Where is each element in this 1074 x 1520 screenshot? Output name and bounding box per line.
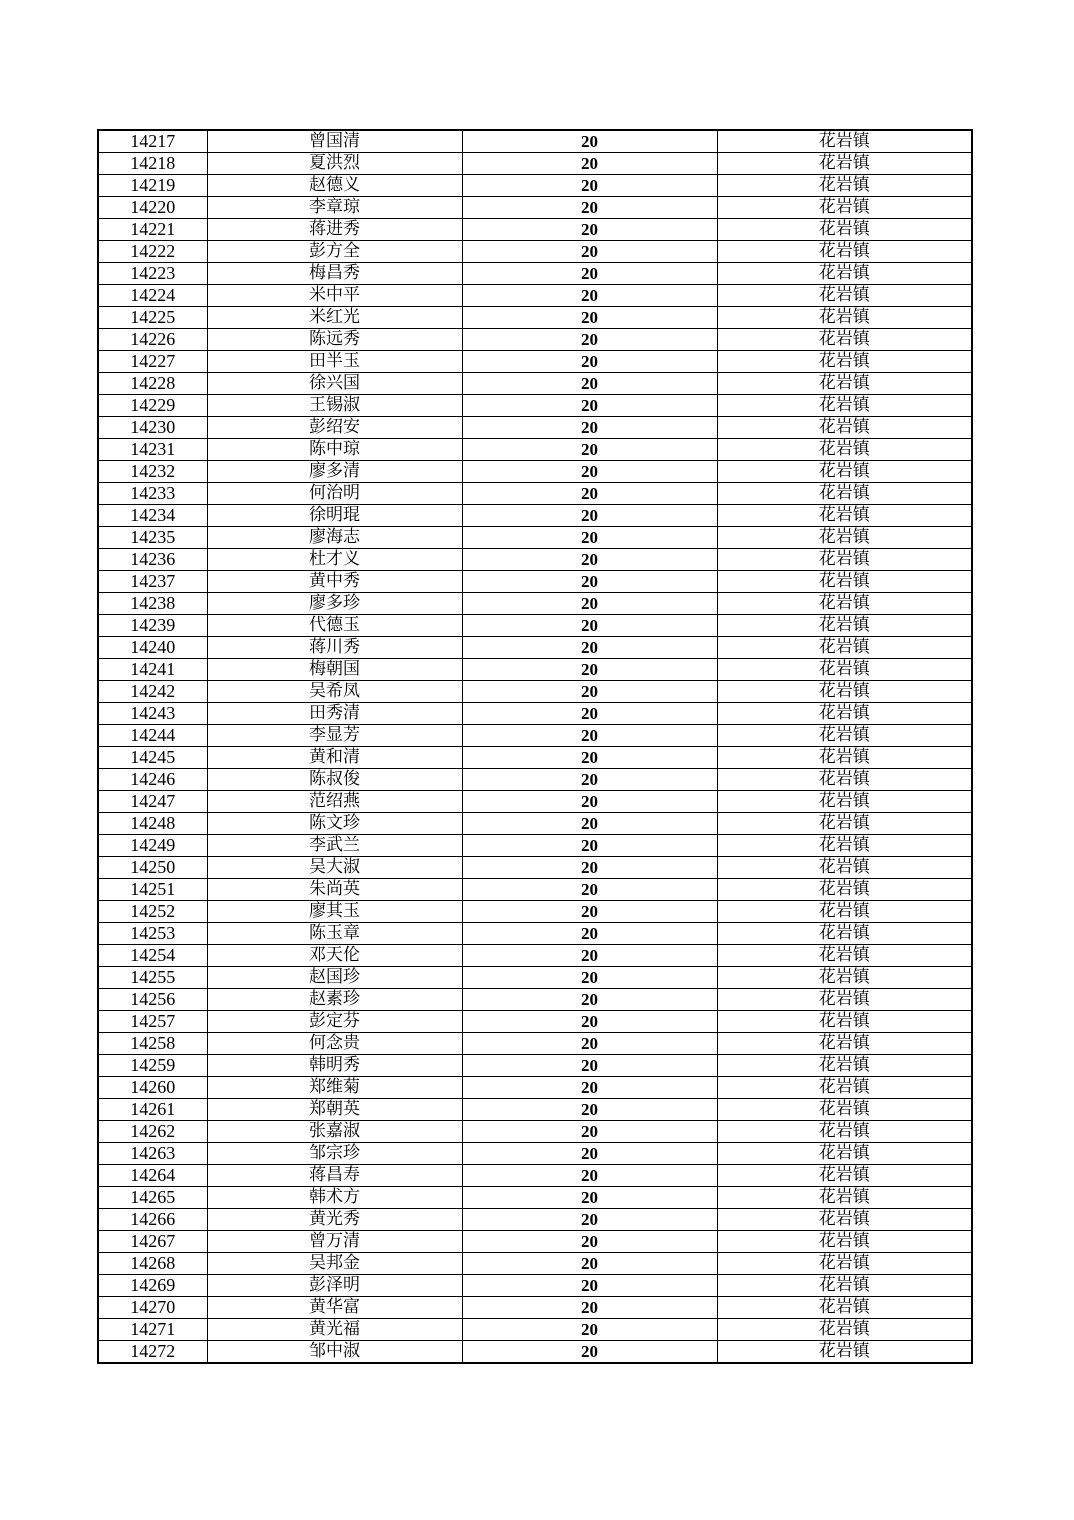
row-id-cell: 14225 — [98, 307, 207, 329]
row-amount-cell: 20 — [462, 241, 717, 263]
table-row — [98, 879, 972, 901]
table-row — [98, 703, 972, 725]
row-name-cell: 曾国清 — [207, 130, 462, 153]
row-amount-cell: 20 — [462, 1319, 717, 1341]
row-town-cell: 花岩镇 — [717, 923, 972, 945]
row-id-cell: 14223 — [98, 263, 207, 285]
row-id-cell: 14254 — [98, 945, 207, 967]
row-name-cell: 夏洪烈 — [207, 153, 462, 175]
row-name-cell: 陈远秀 — [207, 329, 462, 351]
table-row — [98, 725, 972, 747]
row-name-cell: 吴大淑 — [207, 857, 462, 879]
table-row — [98, 1033, 972, 1055]
row-town-cell: 花岩镇 — [717, 1231, 972, 1253]
table-row — [98, 461, 972, 483]
row-town-cell: 花岩镇 — [717, 989, 972, 1011]
table-row — [98, 241, 972, 263]
row-amount-cell: 20 — [462, 1209, 717, 1231]
row-name-cell: 廖多清 — [207, 461, 462, 483]
row-amount-cell: 20 — [462, 219, 717, 241]
row-name-cell: 范绍燕 — [207, 791, 462, 813]
row-amount-cell: 20 — [462, 329, 717, 351]
table-row — [98, 791, 972, 813]
table-row — [98, 1275, 972, 1297]
row-amount-cell: 20 — [462, 461, 717, 483]
row-id-cell: 14242 — [98, 681, 207, 703]
row-amount-cell: 20 — [462, 1099, 717, 1121]
row-town-cell: 花岩镇 — [717, 967, 972, 989]
row-name-cell: 田半玉 — [207, 351, 462, 373]
row-name-cell: 梅昌秀 — [207, 263, 462, 285]
table-row — [98, 527, 972, 549]
row-amount-cell: 20 — [462, 769, 717, 791]
row-amount-cell: 20 — [462, 615, 717, 637]
row-amount-cell: 20 — [462, 1011, 717, 1033]
row-name-cell: 廖其玉 — [207, 901, 462, 923]
row-name-cell: 彭绍安 — [207, 417, 462, 439]
row-name-cell: 廖海志 — [207, 527, 462, 549]
row-town-cell: 花岩镇 — [717, 1055, 972, 1077]
row-amount-cell: 20 — [462, 505, 717, 527]
row-name-cell: 米中平 — [207, 285, 462, 307]
table-row — [98, 1297, 972, 1319]
table-row — [98, 1187, 972, 1209]
row-town-cell: 花岩镇 — [717, 219, 972, 241]
row-town-cell: 花岩镇 — [717, 153, 972, 175]
row-name-cell: 李武兰 — [207, 835, 462, 857]
table-row — [98, 857, 972, 879]
row-name-cell: 彭方全 — [207, 241, 462, 263]
row-town-cell: 花岩镇 — [717, 1099, 972, 1121]
row-id-cell: 14234 — [98, 505, 207, 527]
row-id-cell: 14264 — [98, 1165, 207, 1187]
row-amount-cell: 20 — [462, 373, 717, 395]
row-town-cell: 花岩镇 — [717, 505, 972, 527]
row-amount-cell: 20 — [462, 351, 717, 373]
row-id-cell: 14267 — [98, 1231, 207, 1253]
row-name-cell: 李章琼 — [207, 197, 462, 219]
table-row — [98, 571, 972, 593]
row-town-cell: 花岩镇 — [717, 769, 972, 791]
row-id-cell: 14272 — [98, 1341, 207, 1364]
row-id-cell: 14255 — [98, 967, 207, 989]
row-name-cell: 何念贵 — [207, 1033, 462, 1055]
row-amount-cell: 20 — [462, 1341, 717, 1364]
row-name-cell: 廖多珍 — [207, 593, 462, 615]
row-town-cell: 花岩镇 — [717, 461, 972, 483]
row-id-cell: 14261 — [98, 1099, 207, 1121]
row-amount-cell: 20 — [462, 285, 717, 307]
table-row — [98, 1341, 972, 1364]
row-town-cell: 花岩镇 — [717, 1275, 972, 1297]
row-id-cell: 14218 — [98, 153, 207, 175]
row-id-cell: 14230 — [98, 417, 207, 439]
row-name-cell: 黄和清 — [207, 747, 462, 769]
row-amount-cell: 20 — [462, 1187, 717, 1209]
row-amount-cell: 20 — [462, 263, 717, 285]
row-town-cell: 花岩镇 — [717, 791, 972, 813]
table-row — [98, 1011, 972, 1033]
row-id-cell: 14239 — [98, 615, 207, 637]
row-name-cell: 陈叔俊 — [207, 769, 462, 791]
row-amount-cell: 20 — [462, 791, 717, 813]
row-id-cell: 14228 — [98, 373, 207, 395]
row-id-cell: 14271 — [98, 1319, 207, 1341]
table-row — [98, 901, 972, 923]
row-id-cell: 14243 — [98, 703, 207, 725]
row-town-cell: 花岩镇 — [717, 329, 972, 351]
row-id-cell: 14219 — [98, 175, 207, 197]
row-id-cell: 14265 — [98, 1187, 207, 1209]
row-town-cell: 花岩镇 — [717, 395, 972, 417]
row-town-cell: 花岩镇 — [717, 1011, 972, 1033]
table-row — [98, 769, 972, 791]
row-town-cell: 花岩镇 — [717, 483, 972, 505]
row-id-cell: 14224 — [98, 285, 207, 307]
row-id-cell: 14236 — [98, 549, 207, 571]
row-name-cell: 蒋川秀 — [207, 637, 462, 659]
row-id-cell: 14238 — [98, 593, 207, 615]
row-town-cell: 花岩镇 — [717, 835, 972, 857]
row-amount-cell: 20 — [462, 307, 717, 329]
row-id-cell: 14248 — [98, 813, 207, 835]
row-amount-cell: 20 — [462, 571, 717, 593]
row-id-cell: 14256 — [98, 989, 207, 1011]
row-amount-cell: 20 — [462, 1055, 717, 1077]
table-row — [98, 1319, 972, 1341]
row-name-cell: 陈中琼 — [207, 439, 462, 461]
row-id-cell: 14227 — [98, 351, 207, 373]
row-amount-cell: 20 — [462, 175, 717, 197]
row-name-cell: 代德玉 — [207, 615, 462, 637]
row-id-cell: 14232 — [98, 461, 207, 483]
row-name-cell: 梅朝国 — [207, 659, 462, 681]
row-town-cell: 花岩镇 — [717, 1165, 972, 1187]
row-town-cell: 花岩镇 — [717, 307, 972, 329]
table-row — [98, 1165, 972, 1187]
table-row — [98, 307, 972, 329]
row-town-cell: 花岩镇 — [717, 1253, 972, 1275]
table-row — [98, 813, 972, 835]
row-town-cell: 花岩镇 — [717, 175, 972, 197]
table-row — [98, 197, 972, 219]
row-amount-cell: 20 — [462, 989, 717, 1011]
row-name-cell: 赵德义 — [207, 175, 462, 197]
row-id-cell: 14240 — [98, 637, 207, 659]
row-amount-cell: 20 — [462, 659, 717, 681]
row-name-cell: 徐明琨 — [207, 505, 462, 527]
table-row — [98, 681, 972, 703]
row-id-cell: 14247 — [98, 791, 207, 813]
row-amount-cell: 20 — [462, 835, 717, 857]
row-amount-cell: 20 — [462, 725, 717, 747]
row-name-cell: 黄光福 — [207, 1319, 462, 1341]
row-id-cell: 14260 — [98, 1077, 207, 1099]
table-row — [98, 747, 972, 769]
row-town-cell: 花岩镇 — [717, 263, 972, 285]
row-name-cell: 吴邦金 — [207, 1253, 462, 1275]
row-name-cell: 米红光 — [207, 307, 462, 329]
row-amount-cell: 20 — [462, 527, 717, 549]
roster-sheet — [97, 129, 971, 1364]
row-town-cell: 花岩镇 — [717, 1187, 972, 1209]
row-name-cell: 田秀清 — [207, 703, 462, 725]
row-id-cell: 14252 — [98, 901, 207, 923]
roster-table — [97, 129, 973, 1364]
row-amount-cell: 20 — [462, 483, 717, 505]
row-id-cell: 14220 — [98, 197, 207, 219]
row-id-cell: 14268 — [98, 1253, 207, 1275]
row-amount-cell: 20 — [462, 549, 717, 571]
row-id-cell: 14259 — [98, 1055, 207, 1077]
table-row — [98, 351, 972, 373]
row-town-cell: 花岩镇 — [717, 747, 972, 769]
row-id-cell: 14263 — [98, 1143, 207, 1165]
row-name-cell: 黄华富 — [207, 1297, 462, 1319]
row-name-cell: 徐兴国 — [207, 373, 462, 395]
row-name-cell: 李显芳 — [207, 725, 462, 747]
row-town-cell: 花岩镇 — [717, 813, 972, 835]
row-town-cell: 花岩镇 — [717, 1121, 972, 1143]
table-row — [98, 989, 972, 1011]
table-row — [98, 1253, 972, 1275]
row-amount-cell: 20 — [462, 879, 717, 901]
row-amount-cell: 20 — [462, 747, 717, 769]
row-town-cell: 花岩镇 — [717, 725, 972, 747]
row-name-cell: 王锡淑 — [207, 395, 462, 417]
table-row — [98, 1055, 972, 1077]
row-id-cell: 14253 — [98, 923, 207, 945]
row-town-cell: 花岩镇 — [717, 130, 972, 153]
row-name-cell: 蒋进秀 — [207, 219, 462, 241]
table-row — [98, 153, 972, 175]
row-amount-cell: 20 — [462, 1165, 717, 1187]
table-row — [98, 593, 972, 615]
row-town-cell: 花岩镇 — [717, 879, 972, 901]
table-row — [98, 130, 972, 153]
table-row — [98, 329, 972, 351]
row-name-cell: 赵素珍 — [207, 989, 462, 1011]
row-town-cell: 花岩镇 — [717, 1297, 972, 1319]
row-id-cell: 14266 — [98, 1209, 207, 1231]
row-town-cell: 花岩镇 — [717, 593, 972, 615]
row-id-cell: 14244 — [98, 725, 207, 747]
row-name-cell: 赵国珍 — [207, 967, 462, 989]
row-name-cell: 陈玉章 — [207, 923, 462, 945]
row-town-cell: 花岩镇 — [717, 1341, 972, 1364]
row-amount-cell: 20 — [462, 813, 717, 835]
row-name-cell: 陈文珍 — [207, 813, 462, 835]
row-amount-cell: 20 — [462, 1121, 717, 1143]
row-name-cell: 邹宗珍 — [207, 1143, 462, 1165]
table-row — [98, 1077, 972, 1099]
row-name-cell: 彭泽明 — [207, 1275, 462, 1297]
row-town-cell: 花岩镇 — [717, 615, 972, 637]
row-name-cell: 彭定芬 — [207, 1011, 462, 1033]
row-id-cell: 14262 — [98, 1121, 207, 1143]
row-town-cell: 花岩镇 — [717, 1209, 972, 1231]
row-town-cell: 花岩镇 — [717, 549, 972, 571]
table-row — [98, 263, 972, 285]
row-name-cell: 郑朝英 — [207, 1099, 462, 1121]
row-town-cell: 花岩镇 — [717, 417, 972, 439]
row-id-cell: 14237 — [98, 571, 207, 593]
row-town-cell: 花岩镇 — [717, 527, 972, 549]
row-name-cell: 黄光秀 — [207, 1209, 462, 1231]
row-id-cell: 14246 — [98, 769, 207, 791]
row-town-cell: 花岩镇 — [717, 285, 972, 307]
row-town-cell: 花岩镇 — [717, 659, 972, 681]
table-row — [98, 637, 972, 659]
table-row — [98, 285, 972, 307]
row-name-cell: 张嘉淑 — [207, 1121, 462, 1143]
row-town-cell: 花岩镇 — [717, 1033, 972, 1055]
row-name-cell: 韩术方 — [207, 1187, 462, 1209]
table-row — [98, 439, 972, 461]
row-town-cell: 花岩镇 — [717, 373, 972, 395]
row-amount-cell: 20 — [462, 1077, 717, 1099]
row-amount-cell: 20 — [462, 637, 717, 659]
table-row — [98, 659, 972, 681]
row-town-cell: 花岩镇 — [717, 703, 972, 725]
row-town-cell: 花岩镇 — [717, 1319, 972, 1341]
row-amount-cell: 20 — [462, 1033, 717, 1055]
row-name-cell: 朱尚英 — [207, 879, 462, 901]
row-town-cell: 花岩镇 — [717, 857, 972, 879]
table-row — [98, 417, 972, 439]
table-row — [98, 1143, 972, 1165]
row-town-cell: 花岩镇 — [717, 1143, 972, 1165]
row-amount-cell: 20 — [462, 967, 717, 989]
row-amount-cell: 20 — [462, 395, 717, 417]
row-amount-cell: 20 — [462, 593, 717, 615]
row-amount-cell: 20 — [462, 1231, 717, 1253]
row-id-cell: 14226 — [98, 329, 207, 351]
row-id-cell: 14249 — [98, 835, 207, 857]
table-row — [98, 967, 972, 989]
row-amount-cell: 20 — [462, 681, 717, 703]
row-id-cell: 14233 — [98, 483, 207, 505]
row-id-cell: 14251 — [98, 879, 207, 901]
row-town-cell: 花岩镇 — [717, 901, 972, 923]
table-row — [98, 615, 972, 637]
row-town-cell: 花岩镇 — [717, 637, 972, 659]
row-amount-cell: 20 — [462, 901, 717, 923]
table-row — [98, 505, 972, 527]
row-name-cell: 蒋昌寿 — [207, 1165, 462, 1187]
row-amount-cell: 20 — [462, 417, 717, 439]
row-town-cell: 花岩镇 — [717, 197, 972, 219]
row-name-cell: 郑维菊 — [207, 1077, 462, 1099]
row-name-cell: 韩明秀 — [207, 1055, 462, 1077]
row-town-cell: 花岩镇 — [717, 681, 972, 703]
row-id-cell: 14231 — [98, 439, 207, 461]
row-amount-cell: 20 — [462, 923, 717, 945]
row-id-cell: 14257 — [98, 1011, 207, 1033]
row-name-cell: 杜才义 — [207, 549, 462, 571]
row-amount-cell: 20 — [462, 1253, 717, 1275]
row-amount-cell: 20 — [462, 857, 717, 879]
table-row — [98, 923, 972, 945]
row-amount-cell: 20 — [462, 1297, 717, 1319]
row-amount-cell: 20 — [462, 945, 717, 967]
row-name-cell: 曾万清 — [207, 1231, 462, 1253]
row-town-cell: 花岩镇 — [717, 439, 972, 461]
table-row — [98, 945, 972, 967]
row-id-cell: 14258 — [98, 1033, 207, 1055]
row-id-cell: 14221 — [98, 219, 207, 241]
table-row — [98, 395, 972, 417]
table-row — [98, 835, 972, 857]
row-amount-cell: 20 — [462, 1143, 717, 1165]
row-amount-cell: 20 — [462, 703, 717, 725]
row-town-cell: 花岩镇 — [717, 571, 972, 593]
row-town-cell: 花岩镇 — [717, 1077, 972, 1099]
row-amount-cell: 20 — [462, 130, 717, 153]
table-row — [98, 373, 972, 395]
table-row — [98, 1121, 972, 1143]
row-amount-cell: 20 — [462, 197, 717, 219]
row-id-cell: 14222 — [98, 241, 207, 263]
row-id-cell: 14269 — [98, 1275, 207, 1297]
row-id-cell: 14235 — [98, 527, 207, 549]
table-row — [98, 1231, 972, 1253]
table-row — [98, 219, 972, 241]
row-id-cell: 14250 — [98, 857, 207, 879]
roster-table-body — [98, 130, 972, 1363]
row-id-cell: 14217 — [98, 130, 207, 153]
row-name-cell: 何治明 — [207, 483, 462, 505]
row-amount-cell: 20 — [462, 153, 717, 175]
row-name-cell: 吴希凤 — [207, 681, 462, 703]
row-amount-cell: 20 — [462, 439, 717, 461]
table-row — [98, 1099, 972, 1121]
row-id-cell: 14245 — [98, 747, 207, 769]
row-amount-cell: 20 — [462, 1275, 717, 1297]
row-town-cell: 花岩镇 — [717, 351, 972, 373]
row-name-cell: 邹中淑 — [207, 1341, 462, 1364]
row-id-cell: 14229 — [98, 395, 207, 417]
row-town-cell: 花岩镇 — [717, 945, 972, 967]
row-id-cell: 14270 — [98, 1297, 207, 1319]
row-name-cell: 黄中秀 — [207, 571, 462, 593]
table-row — [98, 483, 972, 505]
row-town-cell: 花岩镇 — [717, 241, 972, 263]
row-name-cell: 邓天伦 — [207, 945, 462, 967]
row-id-cell: 14241 — [98, 659, 207, 681]
table-row — [98, 175, 972, 197]
table-row — [98, 1209, 972, 1231]
table-row — [98, 549, 972, 571]
